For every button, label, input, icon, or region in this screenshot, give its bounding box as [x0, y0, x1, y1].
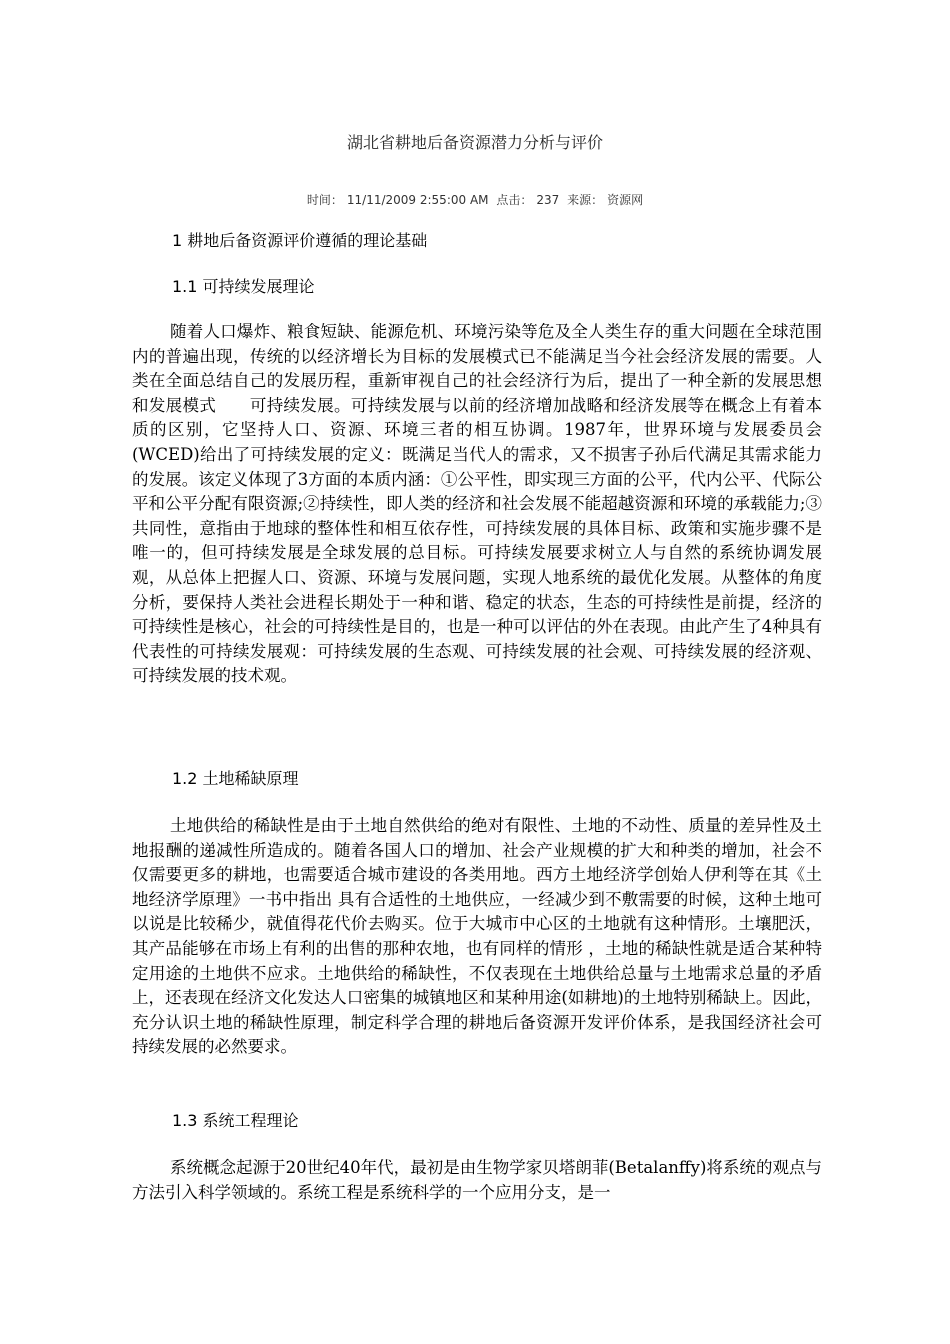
clicks-label: 点击： [496, 193, 533, 207]
section-1-heading: 1 耕地后备资源评价遵循的理论基础 [172, 231, 428, 250]
source-value: 资源网 [607, 193, 644, 207]
time-value: 11/11/2009 2:55:00 AM [346, 193, 489, 207]
section-1-1-paragraph: 随着人口爆炸、粮食短缺、能源危机、环境污染等危及全人类生存的重大问题在全球范围内的普遍出现，传统的以经济增长为目标的发展模式已不能满足当今社会经济发展的需要。人类在全面总结自己的发展历程，重新审视自己的社会经济行为后，提出了一种全新的发展思想和发展模式 可持续发展。可持续发展与以前的经济增加战略和经济发展等在概念上有着本质的区别，它坚持人口、资源、环境三者的相互协调。1987年，世界环境与发展委员会(WCED)给出了可持续发展的定义：既满足当代人的需求，又不损害子孙后代满足其需求能力的发展。该定义体现了3方面的本质内涵：①公平性，即实现三方面的公平，代内公平、代际公平和公平分配有限资源;②持续性，即人类的经济和社会发展不能超越资源和环境的承载能力;③共同性，意指由于地球的整体性和相互依存性，可持续发展的具体目标、政策和实施步骤不是唯一的，但可持续发展是全球发展的总目标。可持续发展要求树立人与自然的系统协调发展观，从总体上把握人口、资源、环境与发展问题，实现人地系统的最优化发展。从整体的角度分析，要保持人类社会进程长期处于一种和谐、稳定的状态，生态的可持续性是前提，经济的可持续性是核心，社会的可持续性是目的，也是一种可以评估的外在表现。由此产生了4种具有代表性的可持续发展观：可持续发展的生态观、可持续发展的社会观、可持续发展的经济观、可持续发展的技术观。 [132, 322, 822, 686]
clicks-value: 237 [536, 193, 560, 207]
article-meta [0, 190, 950, 210]
section-1-2-heading: 1.2 土地稀缺原理 [172, 769, 299, 788]
section-1-1-heading: 1.1 可持续发展理论 [172, 277, 315, 296]
section-1-3-paragraph: 系统概念起源于20世纪40年代，最初是由生物学家贝塔朗菲(Betalanffy)将系统的观点与方法引入科学领域的。系统工程是系统科学的一个应用分支，是一 [132, 1158, 822, 1202]
section-1-2-paragraph: 土地供给的稀缺性是由于土地自然供给的绝对有限性、土地的不动性、质量的差异性及土地报酬的递减性所造成的。随着各国人口的增加、社会产业规模的扩大和种类的增加，社会不仅需要更多的耕地，也需要适合城市建设的各类用地。西方土地经济学创始人伊利等在其《土地经济学原理》一书中指出 具有合适性的土地供应，一经减少到不敷需要的时候，这种土地可以说是比较稀少，就值得花代价去购买。位于大城市中心区的土地就有这种情形。土壤肥沃，其产品能够在市场上有利的出售的那种农地，也有同样的情形 ，土地的稀缺性就是适合某种特定用途的土地供不应求。土地供给的稀缺性，不仅表现在土地供给总量与土地需求总量的矛盾上，还表现在经济文化发达人口密集的城镇地区和某种用途(如耕地)的土地特别稀缺上。因此，充分认识土地的稀缺性原理，制定科学合理的耕地后备资源开发评价体系，是我国经济社会可持续发展的必然要求。 [132, 816, 822, 1057]
source-label: 来源： [567, 193, 604, 207]
article-title: 湖北省耕地后备资源潜力分析与评价 [346, 133, 603, 152]
time-label: 时间： [306, 193, 343, 207]
section-1-3-heading: 1.3 系统工程理论 [172, 1111, 299, 1130]
